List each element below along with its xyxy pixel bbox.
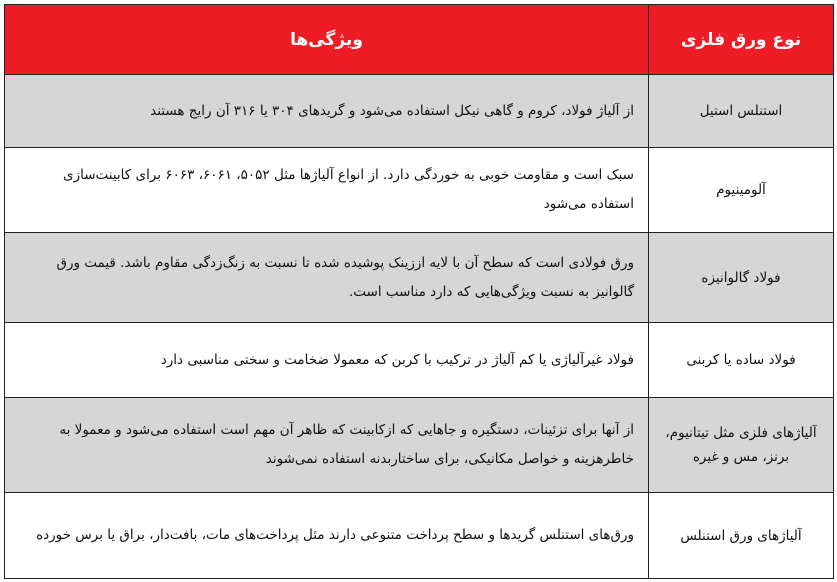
table-row	[5, 398, 834, 493]
table-row	[5, 323, 834, 398]
header-features: ویژگی‌ها	[5, 5, 649, 75]
row-type-cell: آلومینیوم	[649, 148, 834, 233]
row-features-cell: ورق‌های استنلس گریدها و سطح پرداخت متنوعی دارند مثل پرداخت‌های مات، بافت‌دار، براق یا برس خورده	[5, 493, 649, 579]
row-features-cell: از آنها برای تزئینات، دستگیره و جاهایی که ازکابینت که ظاهر آن مهم است استفاده می‌شود و معمولا به خاطرهزینه و خواصل مکانیکی، برای ساختاربدنه استفاده نمی‌شوند	[5, 398, 649, 493]
row-features-cell: سبک است و مقاومت خوبی به خوردگی دارد. از انواع آلیاژها مثل ۵۰۵۲، ۶۰۶۱، ۶۰۶۳ برای کابینت‌سازی استفاده می‌شود	[5, 148, 649, 233]
table-row	[5, 75, 834, 148]
material-table-container	[4, 4, 833, 578]
table-header-row	[5, 5, 834, 75]
row-type-cell: فولاد گالوانیزه	[649, 233, 834, 323]
table-row	[5, 148, 834, 233]
row-type-cell: فولاد ساده یا کربنی	[649, 323, 834, 398]
row-features-cell: فولاد غیرآلیاژی یا کم آلیاژ در ترکیب با کربن که معمولا ضخامت و سختی مناسبی دارد	[5, 323, 649, 398]
row-type-cell: آلیاژهای ورق استنلس	[649, 493, 834, 579]
sheet-metal-types-table	[4, 4, 834, 579]
row-features-cell: ورق فولادی است که سطح آن با لایه اززینک پوشیده شده تا نسبت به زنگ‌زدگی مقاوم باشد. قیمت ورق گالوانیز به نسبت ویژگی‌هایی که دارد مناسب است.	[5, 233, 649, 323]
header-type: نوع ورق فلزی	[649, 5, 834, 75]
row-type-cell: آلیاژهای فلزی مثل تیتانیوم، برنز، مس و غیره	[649, 398, 834, 493]
row-features-cell: از آلیاژ فولاد، کروم و گاهی نیکل استفاده می‌شود و گریدهای ۳۰۴ یا ۳۱۶ آن رایج هستند	[5, 75, 649, 148]
table-row	[5, 493, 834, 579]
row-type-cell: استنلس استیل	[649, 75, 834, 148]
table-row	[5, 233, 834, 323]
